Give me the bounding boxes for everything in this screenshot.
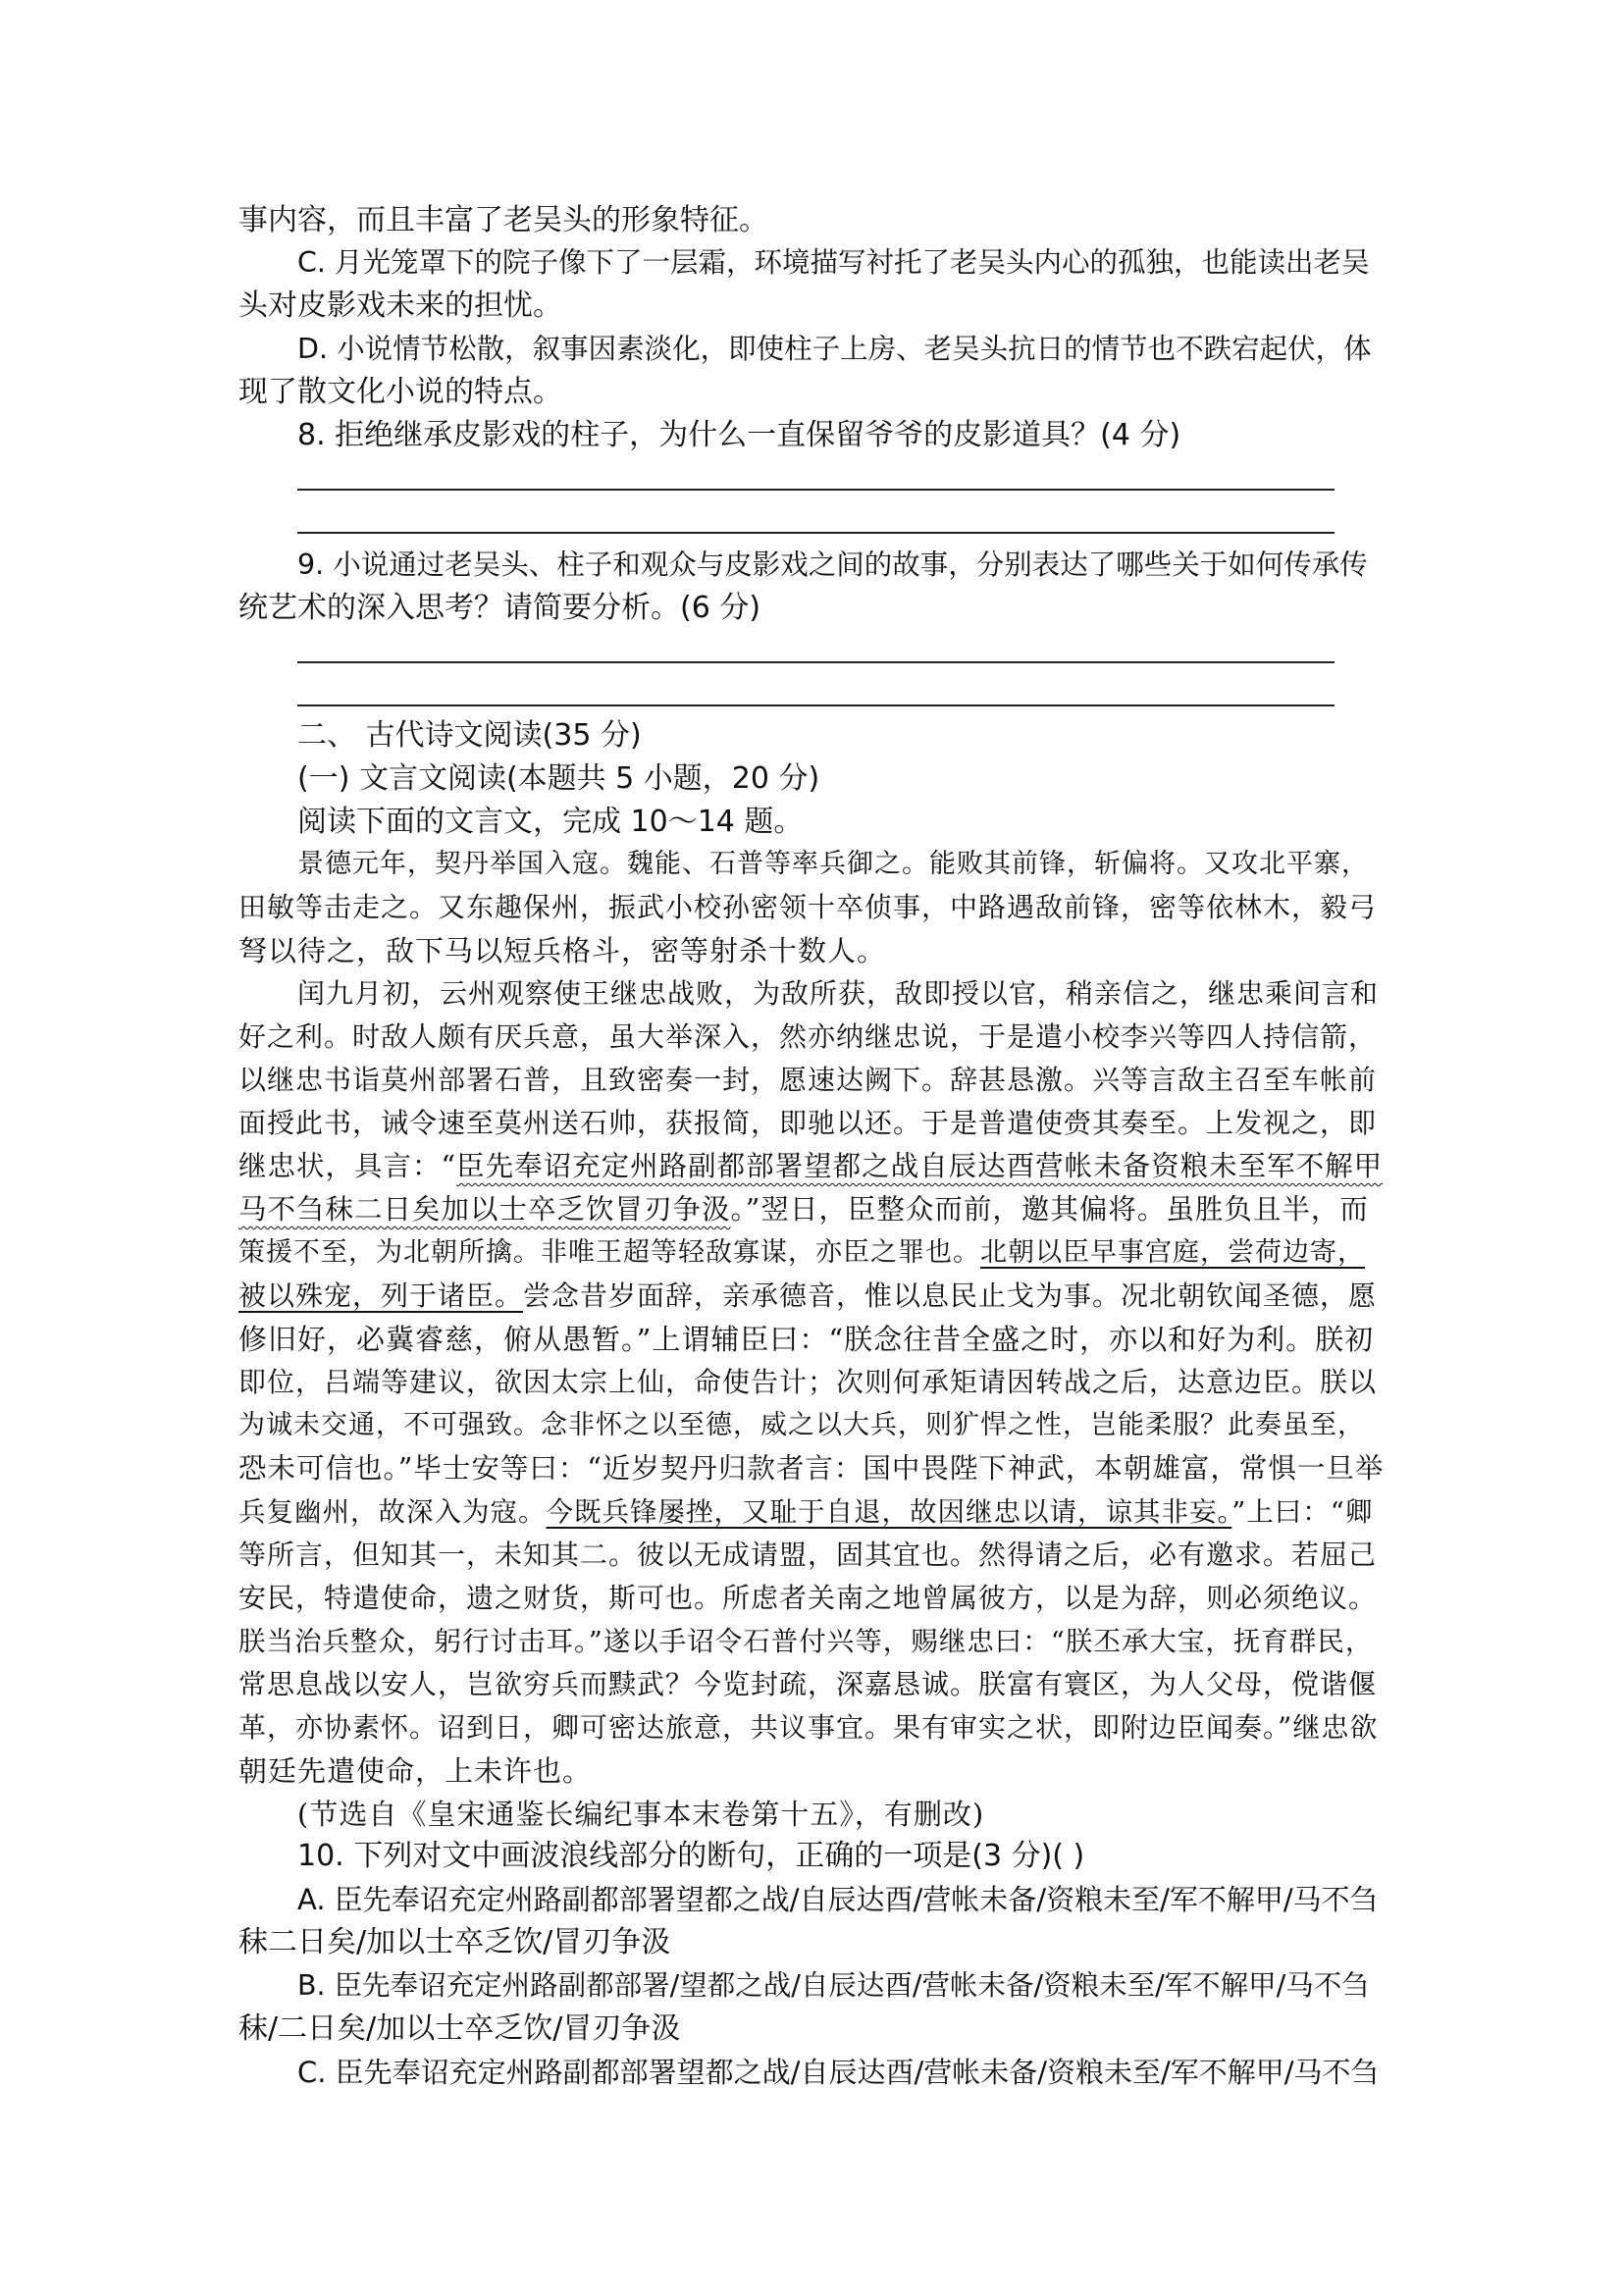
passage-text: 。”翌日，臣整众而前，邀其偏将。虽胜负且半，而 bbox=[730, 1193, 1369, 1226]
answer-line[interactable] bbox=[297, 661, 1335, 663]
underlined-text: 今既兵锋屡挫，又耻于自退，故因继忠以请，谅其非妄。 bbox=[546, 1496, 1232, 1528]
passage-source: (节选自《皇宋通鉴长编纪事本末卷第十五》，有删改) bbox=[297, 1798, 985, 1831]
underlined-text: 北朝以臣早事宫庭，尝荷边寄， bbox=[980, 1237, 1365, 1268]
passage-line bbox=[238, 1233, 1365, 1273]
passage-line: 修旧好，必冀睿慈，俯从愚暂。”上谓辅臣曰：“朕念往昔全盛之时，亦以和好为利。朕初 bbox=[238, 1323, 1375, 1356]
underlined-text: 被以殊宠，列于诸臣。 bbox=[238, 1279, 524, 1312]
passage-line: 恐未可信也。”毕士安等曰：“近岁契丹归款者言：国中畏陛下神武，本朝雄富，常惧一旦举 bbox=[238, 1452, 1385, 1485]
passage-line: 朕当治兵整众，躬行讨击耳。”遂以手诏令石普付兴等，赐继忠曰：“朕丕承大宝，抚育群民， bbox=[238, 1626, 1374, 1657]
q10-option-c-line-1: C. 臣先奉诏充定州路副都部署望都之战/自辰达酉/营帐未备/资粮未至/军不解甲/马不刍 bbox=[297, 2056, 1380, 2089]
passage-text: 策援不至，为北朝所擒。非唯王超等轻敌寡谋，亦臣之罪也。 bbox=[238, 1237, 980, 1268]
q10-option-b-line-1: B. 臣先奉诏充定州路副都部署/望都之战/自辰达酉/营帐未备/资粮未至/军不解甲/马不刍 bbox=[297, 1969, 1370, 2002]
passage-line: 景德元年，契丹举国入寇。魏能、石普等率兵御之。能败其前锋，斩偏将。又攻北平寨， bbox=[297, 849, 1369, 879]
passage-line: 田敏等击走之。又东趣保州，振武小校孙密领十卒侦事，中路遇敌前锋，密等依林木，毅弓 bbox=[238, 891, 1378, 923]
option-b-continuation: 事内容，而且丰富了老吴头的形象特征。 bbox=[238, 203, 768, 237]
passage-line: 闰九月初，云州观察使王继忠战败，为敌所获，敌即授以官，稍亲信之，继忠乘间言和 bbox=[297, 977, 1380, 1010]
passage-line bbox=[238, 1277, 1377, 1316]
q10-option-a-line-2: 秣二日矣/加以士卒乏饮/冒刃争汲 bbox=[238, 1925, 671, 1959]
question-9-line-1: 9. 小说通过老吴头、柱子和观众与皮影戏之间的故事，分别表达了哪些关于如何传承传 bbox=[297, 548, 1368, 581]
passage-line: 面授此书，诫令速至莫州送石帅，获报简，即驰以还。于是普遣使赍其奏至。上发视之，即 bbox=[238, 1107, 1378, 1139]
wavy-underlined-text: 臣先奉诏充定州路副都部署望都之战自辰达酉营帐未备资粮未至军不解甲 bbox=[456, 1150, 1384, 1182]
passage-line: 为诚未交通，不可强致。念非怀之以至德，威之以大兵，则犷悍之性，岂能柔服？此奏虽至， bbox=[238, 1410, 1365, 1440]
passage-line bbox=[238, 1492, 1373, 1532]
section-heading: 二、 古代诗文阅读(35 分) bbox=[297, 718, 642, 753]
passage-line: 安民，特遣使命，遗之财货，斯可也。所虑者关南之地曾属彼方，以是为辞，则必须绝议。 bbox=[238, 1582, 1378, 1614]
question-8: 8. 拒绝继承皮影戏的柱子，为什么一直保留爷爷的皮影道具？(4 分) bbox=[297, 418, 1181, 452]
q10-option-b-line-2: 秣/二日矣/加以士卒乏饮/冒刃争汲 bbox=[238, 2011, 681, 2046]
subsection-heading: (一) 文言文阅读(本题共 5 小题，20 分) bbox=[297, 761, 820, 796]
passage-text: 继忠状，具言：“ bbox=[238, 1150, 457, 1182]
answer-line[interactable] bbox=[297, 489, 1335, 491]
passage-line bbox=[238, 1190, 1369, 1229]
answer-line[interactable] bbox=[297, 532, 1335, 534]
question-10: 10. 下列对文中画波浪线部分的断句，正确的一项是(3 分)( ) bbox=[297, 1839, 1085, 1873]
passage-line: 常思息战以安人，岂欲穷兵而黩武？今览封疏，深嘉恳诚。朕富有寰区，为人父母，傥谐偃 bbox=[238, 1668, 1378, 1700]
passage-line: 弩以待之，敌下马以短兵格斗，密等射杀十数人。 bbox=[238, 934, 887, 967]
passage-text: 兵复幽州，故深入为寇。 bbox=[238, 1496, 547, 1528]
passage-line: 以继忠书诣莫州部署石普，且致密奏一封，愿速达阙下。辞甚恳激。兴等言敌主召至车帐前 bbox=[238, 1064, 1378, 1096]
q10-option-a-line-1: A. 臣先奉诏充定州路副都部署望都之战/自辰达酉/营帐未备/资粮未至/军不解甲/马不刍 bbox=[297, 1883, 1379, 1916]
passage-line bbox=[238, 1147, 1383, 1186]
passage-line: 等所言，但知其一，未知其二。彼以无成请盟，固其宜也。然得请之后，必有邀求。若屈己 bbox=[238, 1539, 1378, 1571]
passage-line: 好之利。时敌人颇有厌兵意，虽大举深入，然亦纳继忠说，于是遣小校李兴等四人持信箭， bbox=[238, 1020, 1378, 1053]
question-9-line-2: 统艺术的深入思考？请简要分析。(6 分) bbox=[238, 591, 761, 625]
option-c-line-2: 头对皮影戏未来的担忧。 bbox=[238, 288, 562, 323]
passage-text: 尝念昔岁面辞，亲承德音，惟以息民止戈为事。况北朝钦闻圣德，愿 bbox=[523, 1279, 1378, 1312]
option-d-line-2: 现了散文化小说的特点。 bbox=[238, 375, 562, 409]
passage-text: ”上曰：“卿 bbox=[1231, 1496, 1374, 1528]
passage-line: 朝廷先遣使命，上未许也。 bbox=[238, 1754, 593, 1788]
passage-line: 革，亦协素怀。诏到日，卿可密达旅意，共议事宜。果有审实之状，即附边臣闻奏。”继忠欲 bbox=[238, 1711, 1379, 1744]
wavy-underlined-text: 马不刍秣二日矣加以士卒乏饮冒刃争汲 bbox=[238, 1193, 731, 1226]
answer-line[interactable] bbox=[297, 704, 1335, 706]
passage-line: 即位，吕端等建议，欲因太宗上仙，命使告计；次则何承矩请因转战之后，达意边臣。朕以 bbox=[238, 1366, 1378, 1398]
option-d-line-1: D. 小说情节松散，叙事因素淡化，即使柱子上房、老吴头抗日的情节也不跌宕起伏，体 bbox=[297, 333, 1372, 365]
reading-instruction: 阅读下面的文言文，完成 10～14 题。 bbox=[297, 805, 804, 839]
option-c-line-1: C. 月光笼罩下的院子像下了一层霜，环境描写衬托了老吴头内心的孤独，也能读出老吴 bbox=[297, 246, 1370, 279]
